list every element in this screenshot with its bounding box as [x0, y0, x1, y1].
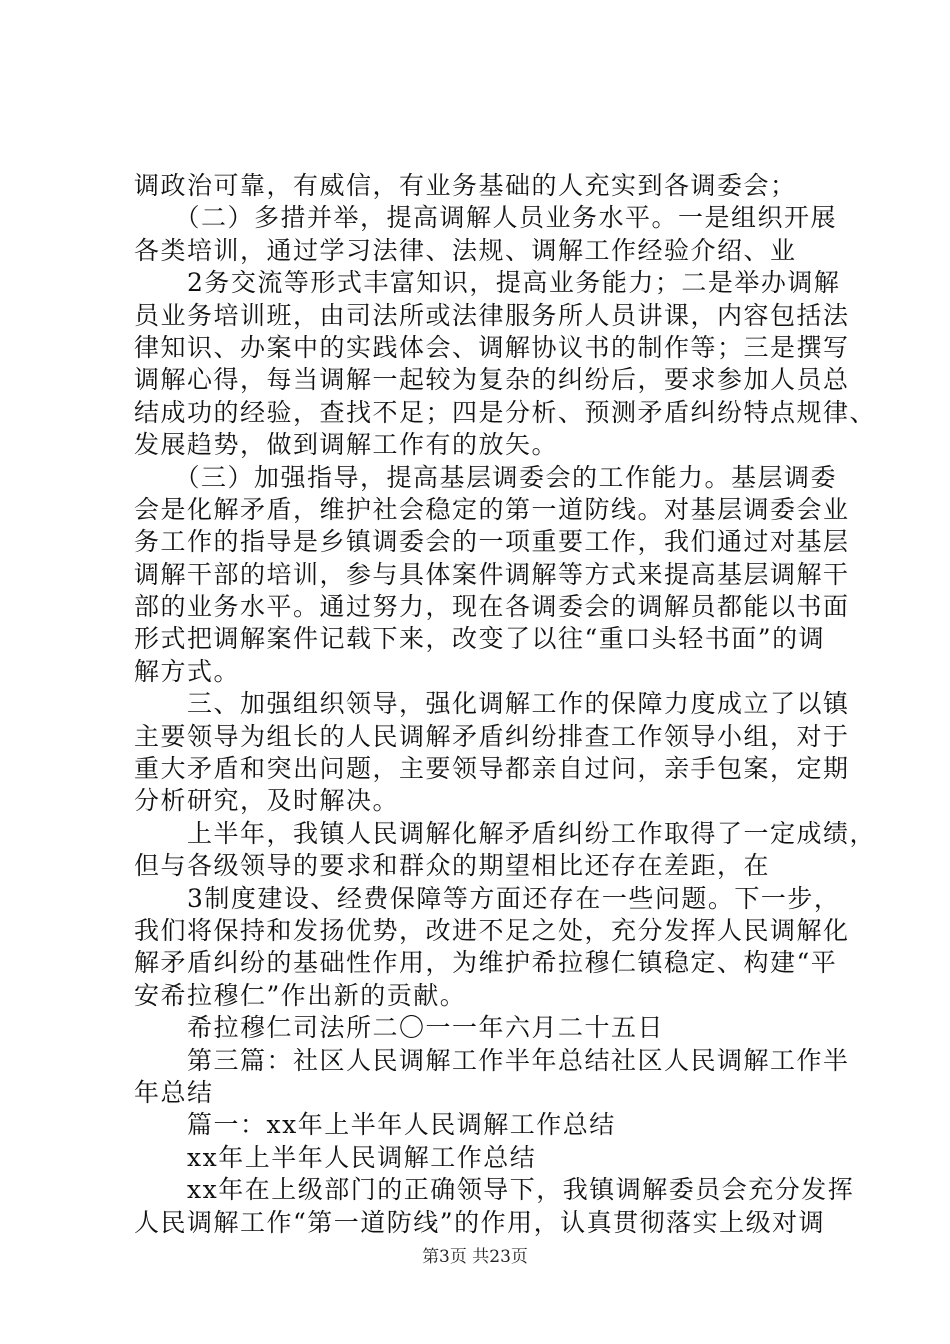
text-line: 主要领导为组长的人民调解矛盾纠纷排查工作领导小组，对于	[134, 721, 850, 751]
text-line: 重大矛盾和突出问题，主要领导都亲自过问，亲手包案，定期	[134, 754, 850, 784]
text-line: xx年在上级部门的正确领导下，我镇调解委员会充分发挥	[134, 1175, 855, 1205]
text-line: 各类培训，通过学习法律、法规、调解工作经验介绍、业	[134, 235, 797, 265]
text-line: 员业务培训班，由司法所或法律服务所人员讲课，内容包括法	[134, 300, 850, 330]
text-line: 律知识、办案中的实践体会、调解协议书的制作等；三是撰写	[134, 332, 850, 362]
text-line: 解方式。	[134, 656, 241, 686]
text-line: 调解干部的培训，参与具体案件调解等方式来提高基层调解干	[134, 559, 850, 589]
page-number-footer: 第3页 共23页	[422, 1247, 528, 1267]
text-line: 会是化解矛盾，维护社会稳定的第一道防线。对基层调委会业	[134, 494, 850, 524]
text-line: （三）加强指导，提高基层调委会的工作能力。基层调委	[134, 462, 838, 492]
text-line: 三、加强组织领导，强化调解工作的保障力度成立了以镇	[134, 689, 850, 719]
text-line: 分析研究，及时解决。	[134, 786, 400, 816]
text-line: 调政治可靠，有威信，有业务基础的人充实到各调委会；	[134, 171, 797, 200]
text-line: xx年上半年人民调解工作总结	[134, 1142, 537, 1172]
text-line: 年总结	[134, 1077, 214, 1107]
text-line: 2务交流等形式丰富知识，提高业务能力；二是举办调解	[134, 268, 841, 298]
text-line: 我们将保持和发扬优势，改进不足之处，充分发挥人民调解化	[134, 915, 850, 945]
text-line: 篇一：xx年上半年人民调解工作总结	[134, 1110, 616, 1140]
text-line: 希拉穆仁司法所二〇一一年六月二十五日	[134, 1013, 665, 1043]
text-line: 安希拉穆仁”作出新的贡献。	[134, 980, 467, 1010]
text-line: 形式把调解案件记载下来，改变了以往“重口头轻书面”的调	[134, 624, 826, 654]
text-line: 人民调解工作“第一道防线”的作用，认真贯彻落实上级对调	[134, 1207, 826, 1237]
text-line: 但与各级领导的要求和群众的期望相比还存在差距，在	[134, 851, 771, 881]
text-line: 调解心得，每当调解一起较为复杂的纠纷后，要求参加人员总	[134, 365, 850, 395]
text-line: 上半年，我镇人民调解化解矛盾纠纷工作取得了一定成绩，	[134, 818, 877, 848]
text-line: 发展趋势，做到调解工作有的放矢。	[134, 430, 559, 460]
text-line: 3制度建设、经费保障等方面还存在一些问题。下一步，	[134, 883, 841, 913]
text-line: 第三篇：社区人民调解工作半年总结社区人民调解工作半	[134, 1045, 850, 1075]
text-line: 部的业务水平。通过努力，现在各调委会的调解员都能以书面	[134, 592, 850, 622]
text-line: （二）多措并举，提高调解人员业务水平。一是组织开展	[134, 203, 838, 233]
text-line: 结成功的经验，查找不足；四是分析、预测矛盾纠纷特点规律、	[134, 397, 877, 427]
text-line: 务工作的指导是乡镇调委会的一项重要工作，我们通过对基层	[134, 527, 850, 557]
text-line: 解矛盾纠纷的基础性作用，为维护希拉穆仁镇稳定、构建“平	[134, 948, 838, 978]
document-body	[134, 170, 877, 1239]
